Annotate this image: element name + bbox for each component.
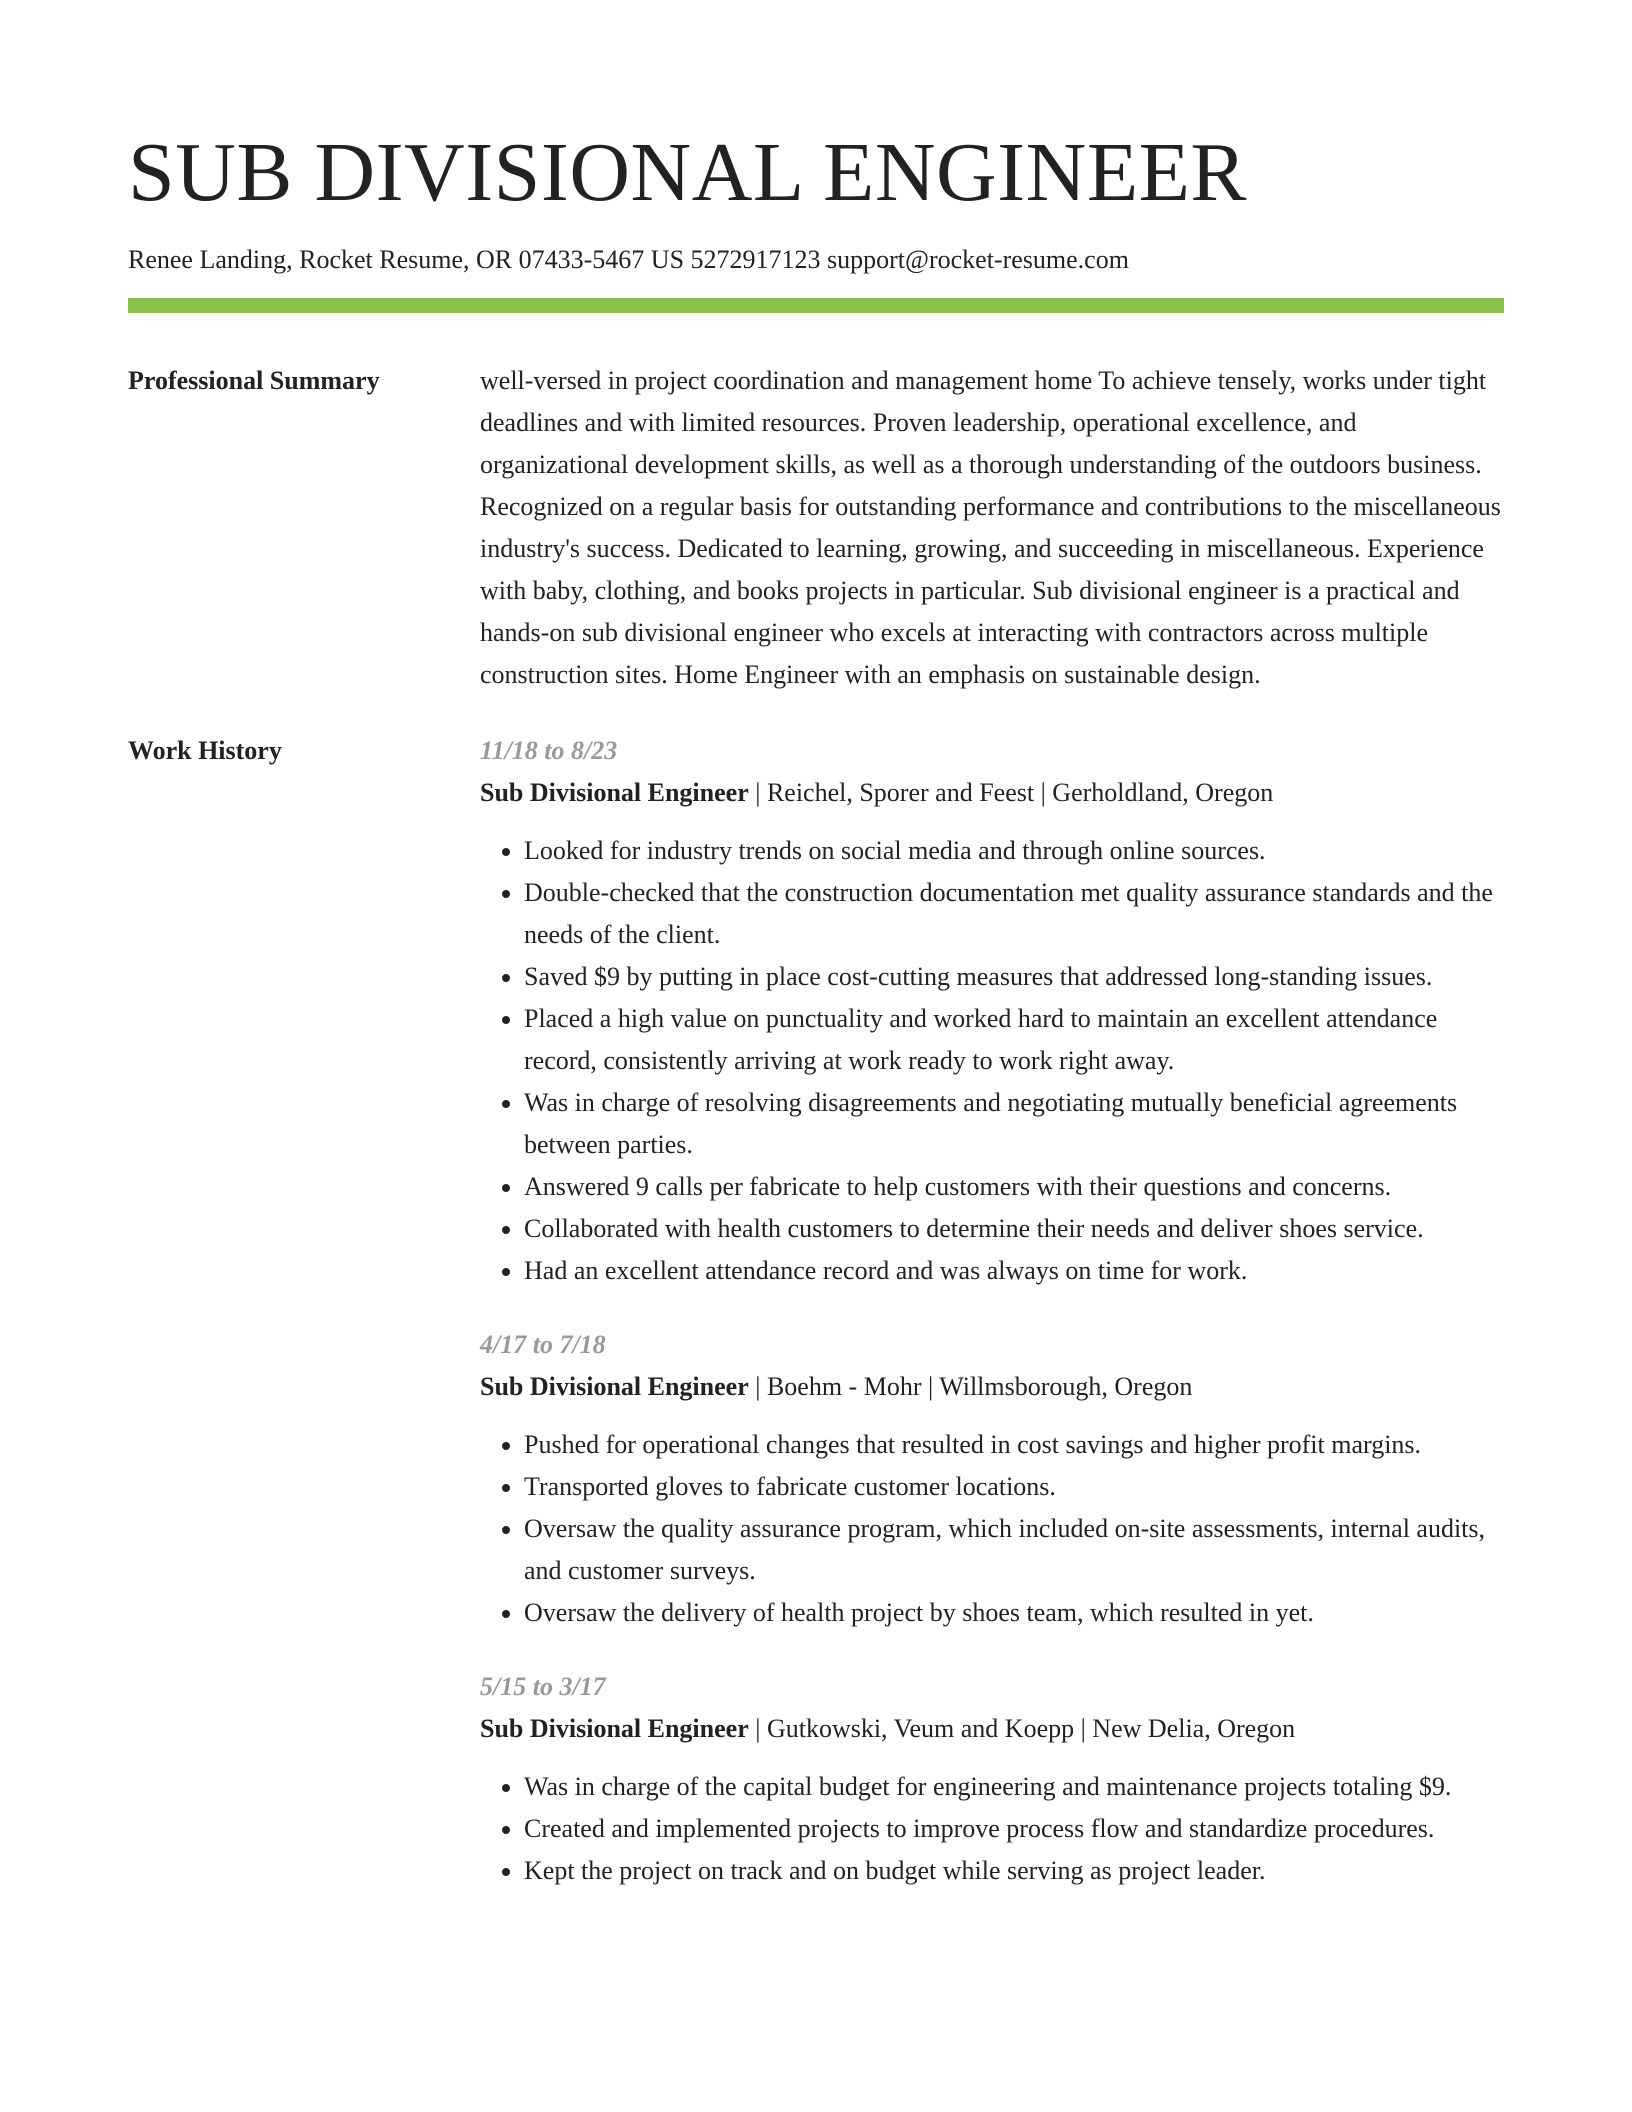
job-bullet-list <box>480 830 1504 1292</box>
job-details: | Reichel, Sporer and Feest | Gerholdland, Oregon <box>748 778 1274 807</box>
work-history-heading: Work History <box>128 736 282 765</box>
job-bullet: • Was in charge of resolving disagreements and negotiating mutually beneficial agreements between parties. <box>524 1082 1504 1166</box>
summary-text: well-versed in project coordination and management home To achieve tensely, works under tight deadlines and with limited resources. Proven leadership, operational excellence, and organizational development skills, as well as a thorough understanding of the outdoors business. Recognized on a regular basis for outstanding performance and contributions to the miscellaneous industry's success. Dedicated to learning, growing, and succeeding in miscellaneous. Experience with baby, clothing, and books projects in particular. Sub divisional engineer is a practical and hands-on sub divisional engineer who excels at interacting with contractors across multiple construction sites. Home Engineer with an emphasis on sustainable design. <box>480 366 1501 689</box>
job-bullet: • Double-checked that the construction documentation met quality assurance standards and the needs of the client. <box>524 872 1504 956</box>
job-bullet: • Collaborated with health customers to determine their needs and deliver shoes service. <box>524 1208 1504 1250</box>
job-bullet: • Had an excellent attendance record and was always on time for work. <box>524 1250 1504 1292</box>
job-title-line <box>480 1366 1504 1408</box>
summary-body <box>480 360 1504 696</box>
job-bullet: • Saved $9 by putting in place cost-cutting measures that addressed long-standing issues. <box>524 956 1504 998</box>
job-bullet: • Looked for industry trends on social media and through online sources. <box>524 830 1504 872</box>
summary-heading: Professional Summary <box>128 366 380 395</box>
job-bullet: • Oversaw the delivery of health project by shoes team, which resulted in yet. <box>524 1592 1504 1634</box>
work-history-section <box>128 730 1504 1924</box>
job-entry <box>480 1666 1504 1892</box>
job-bullet: • Was in charge of the capital budget for engineering and maintenance projects totaling $9. <box>524 1766 1504 1808</box>
job-title-line <box>480 1708 1504 1750</box>
job-details: | Boehm - Mohr | Willmsborough, Oregon <box>748 1372 1193 1401</box>
resume-page <box>128 0 1504 1924</box>
job-title-line <box>480 772 1504 814</box>
job-entry <box>480 730 1504 1292</box>
job-title: Sub Divisional Engineer <box>480 778 749 807</box>
resume-name: SUB DIVISIONAL ENGINEER <box>128 126 1247 219</box>
job-bullet: • Pushed for operational changes that resulted in cost savings and higher profit margins. <box>524 1424 1504 1466</box>
job-bullet: • Answered 9 calls per fabricate to help customers with their questions and concerns. <box>524 1166 1504 1208</box>
job-dates: 11/18 to 8/23 <box>480 736 618 765</box>
header-divider <box>128 298 1504 313</box>
job-details: | Gutkowski, Veum and Koepp | New Delia, Oregon <box>748 1714 1296 1743</box>
job-bullet-list <box>480 1766 1504 1892</box>
job-bullet: • Transported gloves to fabricate customer locations. <box>524 1466 1504 1508</box>
summary-section <box>128 360 1504 696</box>
contact-line: Renee Landing, Rocket Resume, OR 07433-5467 US 5272917123 support@rocket-resume.com <box>128 245 1129 274</box>
job-title: Sub Divisional Engineer <box>480 1714 749 1743</box>
job-bullet: • Placed a high value on punctuality and worked hard to maintain an excellent attendance record, consistently arriving at work ready to work right away. <box>524 998 1504 1082</box>
job-bullet: • Created and implemented projects to improve process flow and standardize procedures. <box>524 1808 1504 1850</box>
job-dates: 4/17 to 7/18 <box>480 1330 606 1359</box>
job-dates: 5/15 to 3/17 <box>480 1672 606 1701</box>
job-entry <box>480 1324 1504 1634</box>
job-bullet: • Oversaw the quality assurance program, which included on-site assessments, internal audits, and customer surveys. <box>524 1508 1504 1592</box>
work-history-body <box>480 730 1504 1924</box>
job-bullet-list <box>480 1424 1504 1634</box>
job-bullet: • Kept the project on track and on budget while serving as project leader. <box>524 1850 1504 1892</box>
job-title: Sub Divisional Engineer <box>480 1372 749 1401</box>
